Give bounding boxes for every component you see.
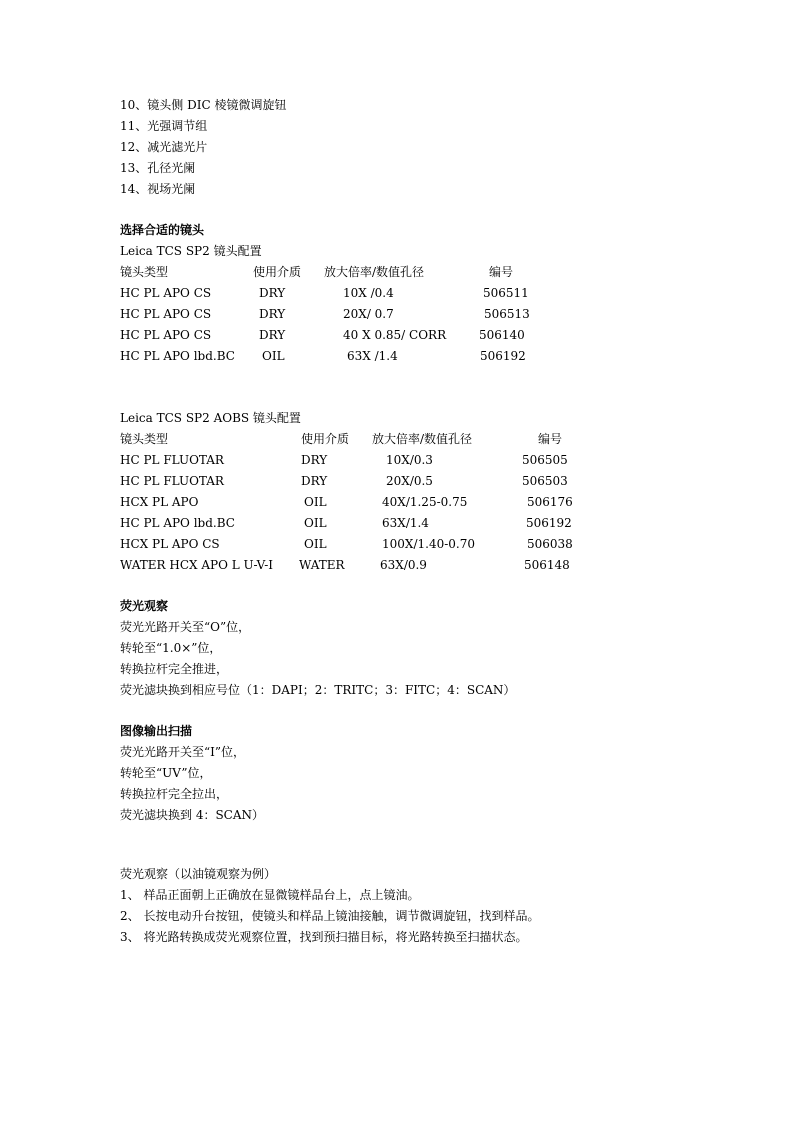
table-cell: 506140 bbox=[479, 328, 525, 342]
table-cell: HC PL APO CS bbox=[120, 307, 212, 321]
list-item: 13、孔径光阑 bbox=[120, 161, 196, 175]
table-cell: 506511 bbox=[483, 286, 529, 300]
procedure-step: 3、 将光路转换成荧光观察位置，找到预扫描目标，将光路转换至扫描状态。 bbox=[120, 930, 528, 944]
table1-title: Leica TCS SP2 镜头配置 bbox=[120, 244, 262, 258]
table-cell: 506148 bbox=[524, 558, 570, 572]
table-cell: WATER HCX APO L U-V-I bbox=[120, 558, 273, 572]
table-cell: 506038 bbox=[527, 537, 573, 551]
instruction-line: 转轮至“UV”位， bbox=[120, 766, 212, 780]
table-row bbox=[0, 515, 793, 531]
table-cell: DRY bbox=[259, 286, 286, 300]
table-row bbox=[0, 348, 793, 364]
section-heading-fluorescence: 荧光观察 bbox=[120, 599, 169, 613]
table-header-row bbox=[0, 264, 793, 280]
table2-title: Leica TCS SP2 AOBS 镜头配置 bbox=[120, 411, 301, 425]
table-cell: 506176 bbox=[527, 495, 573, 509]
instruction-line: 荧光光路开关至“O”位， bbox=[120, 620, 251, 634]
table-cell: HCX PL APO CS bbox=[120, 537, 220, 551]
instruction-line: 转换拉杆完全推进， bbox=[120, 662, 229, 676]
header-cell: 使用介质 bbox=[253, 265, 302, 279]
table-cell: OIL bbox=[304, 516, 327, 530]
table-row bbox=[0, 557, 793, 573]
table-cell: 506192 bbox=[480, 349, 526, 363]
header-cell: 放大倍率/数值孔径 bbox=[372, 432, 473, 446]
section-heading-lens: 选择合适的镜头 bbox=[120, 223, 205, 237]
table-cell: 506503 bbox=[522, 474, 568, 488]
instruction-line: 荧光滤块换到 4：SCAN） bbox=[120, 808, 265, 822]
table-cell: HC PL APO lbd.BC bbox=[120, 349, 235, 363]
instruction-line: 荧光光路开关至“I”位， bbox=[120, 745, 246, 759]
table-cell: OIL bbox=[304, 537, 327, 551]
list-item: 12、减光滤光片 bbox=[120, 140, 208, 154]
instruction-line: 转轮至“1.0×”位， bbox=[120, 641, 222, 655]
table-row bbox=[0, 473, 793, 489]
table-cell: HC PL APO lbd.BC bbox=[120, 516, 235, 530]
table-cell: DRY bbox=[259, 328, 286, 342]
table-row bbox=[0, 285, 793, 301]
list-item: 10、镜头侧 DIC 棱镜微调旋钮 bbox=[120, 98, 287, 112]
table-cell: 40X/1.25-0.75 bbox=[382, 495, 468, 509]
table-cell: 20X/0.5 bbox=[386, 474, 433, 488]
header-cell: 编号 bbox=[538, 432, 563, 446]
table-cell: 10X/0.3 bbox=[386, 453, 433, 467]
table-cell: 100X/1.40-0.70 bbox=[382, 537, 475, 551]
table-row bbox=[0, 536, 793, 552]
table-cell: HC PL FLUOTAR bbox=[120, 474, 224, 488]
table-cell: OIL bbox=[304, 495, 327, 509]
table-cell: 20X/ 0.7 bbox=[343, 307, 394, 321]
table-cell: 63X /1.4 bbox=[347, 349, 398, 363]
table-cell: DRY bbox=[301, 474, 328, 488]
table-cell: 63X/0.9 bbox=[380, 558, 427, 572]
table-row bbox=[0, 452, 793, 468]
header-cell: 镜头类型 bbox=[120, 265, 169, 279]
section-heading-scan: 图像输出扫描 bbox=[120, 724, 193, 738]
procedure-title: 荧光观察（以油镜观察为例） bbox=[120, 867, 277, 881]
table-cell: 506513 bbox=[484, 307, 530, 321]
list-item: 11、光强调节组 bbox=[120, 119, 208, 133]
table-cell: DRY bbox=[301, 453, 328, 467]
instruction-line: 转换拉杆完全拉出， bbox=[120, 787, 229, 801]
instruction-line: 荧光滤块换到相应号位（1：DAPI；2：TRITC；3：FITC；4：SCAN） bbox=[120, 683, 516, 697]
procedure-step: 1、 样品正面朝上正确放在显微镜样品台上，点上镜油。 bbox=[120, 888, 420, 902]
header-cell: 镜头类型 bbox=[120, 432, 169, 446]
header-cell: 使用介质 bbox=[301, 432, 350, 446]
table-cell: OIL bbox=[262, 349, 285, 363]
procedure-step: 2、 长按电动升台按钮，使镜头和样品上镜油接触，调节微调旋钮，找到样品。 bbox=[120, 909, 540, 923]
table-cell: DRY bbox=[259, 307, 286, 321]
table-cell: HCX PL APO bbox=[120, 495, 199, 509]
table-cell: 506505 bbox=[522, 453, 568, 467]
table-cell: HC PL APO CS bbox=[120, 328, 212, 342]
table-cell: 40 X 0.85/ CORR bbox=[343, 328, 447, 342]
table-cell: 506192 bbox=[526, 516, 572, 530]
table-row bbox=[0, 306, 793, 322]
table-row bbox=[0, 327, 793, 343]
table-cell: 63X/1.4 bbox=[382, 516, 429, 530]
table-cell: 10X /0.4 bbox=[343, 286, 394, 300]
list-item: 14、视场光阑 bbox=[120, 182, 196, 196]
table-row bbox=[0, 494, 793, 510]
table-cell: HC PL APO CS bbox=[120, 286, 212, 300]
header-cell: 编号 bbox=[489, 265, 514, 279]
table-cell: HC PL FLUOTAR bbox=[120, 453, 224, 467]
table-header-row bbox=[0, 431, 793, 447]
table-cell: WATER bbox=[299, 558, 345, 572]
header-cell: 放大倍率/数值孔径 bbox=[324, 265, 425, 279]
